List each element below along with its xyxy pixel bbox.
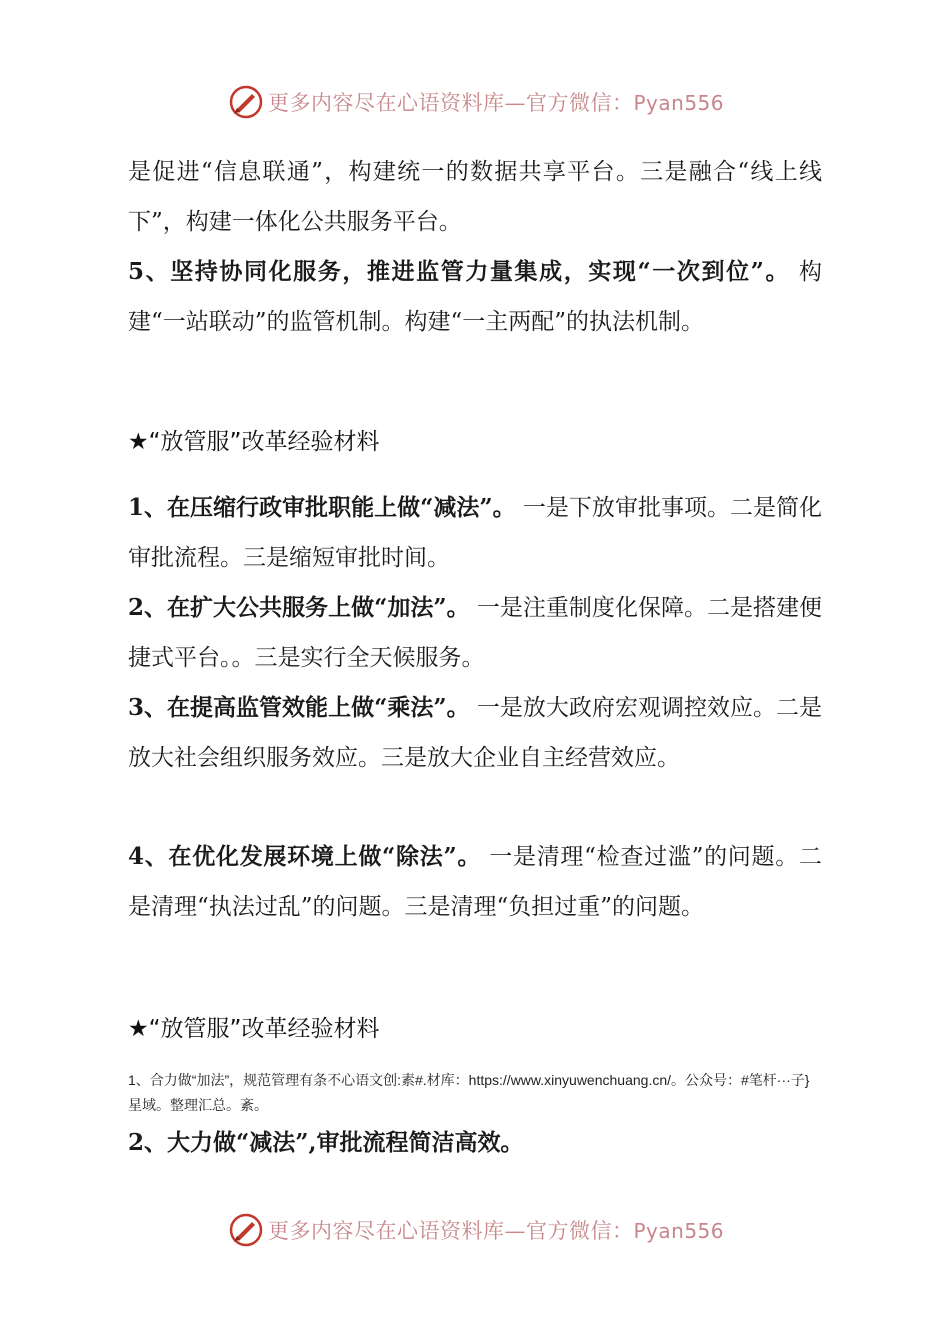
watermark-banner-bottom — [228, 1212, 724, 1248]
paragraph-2: 5、坚持协同化服务，推进监管力量集成，实现“一次到位”。 构建“一站联动”的监管机制。构建“一主两配”的执法机制。 — [128, 258, 822, 335]
item-4: 4、在优化发展环境上做“除法”。 一是清理“检查过滥”的问题。二是清理“执法过乱”的问题。三是清理“负担过重”的问题。 — [128, 843, 823, 920]
pen-logo-icon — [228, 84, 264, 120]
small-note: 1、合力做“加法”，规范管理有条不心语文创:素#.材库：https://www.xinyuwenchuang.cn/。公众号：#笔杆···子}星域。整理汇总。紊。 — [128, 1072, 810, 1113]
section-heading-1: ★“放管服”改革经验材料 — [128, 429, 380, 455]
item-2b: 2、大力做“减法”,审批流程简洁高效。 — [128, 1129, 524, 1156]
section-heading-2: ★“放管服”改革经验材料 — [128, 1016, 380, 1042]
item-1: 1、在压缩行政审批职能上做“减法”。 一是下放审批事项。二是简化审批流程。三是缩短审批时间。 — [128, 494, 822, 571]
item-3: 3、在提高监管效能上做“乘法”。 一是放大政府宏观调控效应。二是放大社会组织服务效应。三是放大企业自主经营效应。 — [128, 694, 822, 771]
paragraph-1: 是促进“信息联通”，构建统一的数据共享平台。三是融合“线上线下”，构建一体化公共服务平台。 — [128, 159, 822, 235]
watermark-text: 更多内容尽在心语资料库—官方微信：Pyan556 — [268, 1219, 725, 1243]
item-2: 2、在扩大公共服务上做“加法”。 一是注重制度化保障。二是搭建便捷式平台。。三是实行全天候服务。 — [128, 594, 822, 671]
watermark-banner-top — [228, 84, 724, 120]
watermark-text: 更多内容尽在心语资料库—官方微信：Pyan556 — [268, 91, 725, 115]
pen-logo-icon — [228, 1212, 264, 1248]
